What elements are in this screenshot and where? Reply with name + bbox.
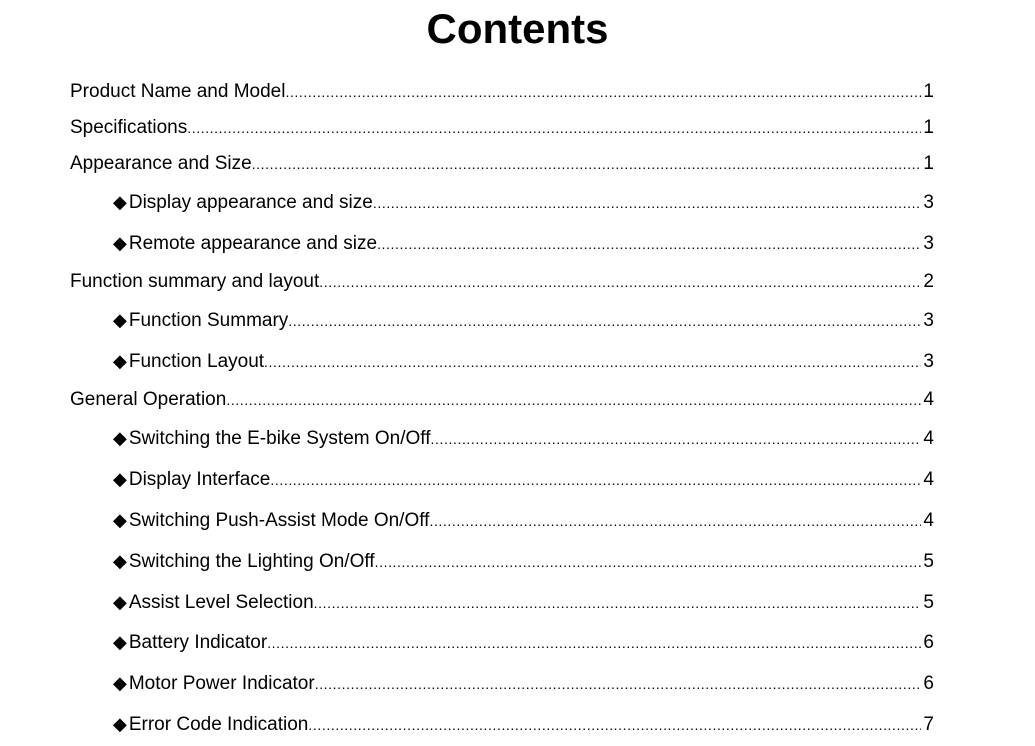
- toc-leader-dots: [264, 350, 921, 374]
- toc-subentry[interactable]: [113, 549, 934, 574]
- toc-leader-dots: [375, 550, 922, 574]
- diamond-bullet-icon: ◆: [113, 469, 127, 489]
- toc-entry-label: Display Interface: [128, 469, 271, 490]
- toc-entry-label: Specifications: [70, 117, 188, 138]
- toc-subentry[interactable]: [113, 231, 934, 256]
- toc-leader-dots: [285, 80, 921, 104]
- toc-page-number: 4: [923, 510, 934, 531]
- toc-entry-label: Function Summary: [128, 310, 289, 331]
- diamond-bullet-icon: ◆: [113, 192, 127, 212]
- toc-subentry[interactable]: [113, 308, 934, 333]
- diamond-bullet-icon: ◆: [113, 351, 127, 371]
- toc-leader-dots: [319, 270, 921, 294]
- toc-page-number: 3: [923, 310, 934, 331]
- toc-entry-label: Remote appearance and size: [128, 233, 378, 254]
- toc-leader-dots: [315, 672, 922, 696]
- toc-entry-label: Error Code Indication: [128, 714, 309, 735]
- toc-subentry[interactable]: [113, 671, 934, 696]
- toc-leader-dots: [308, 713, 921, 737]
- toc-entry-label: Function Layout: [128, 351, 265, 372]
- toc-subentry[interactable]: [113, 426, 934, 451]
- toc-entry-label: Motor Power Indicator: [128, 673, 315, 694]
- toc-page-number: 6: [923, 632, 934, 653]
- toc-entry-label: Appearance and Size: [70, 153, 252, 174]
- toc-page-number: 3: [923, 192, 934, 213]
- toc-leader-dots: [288, 309, 921, 333]
- toc-entry-label: Switching Push-Assist Mode On/Off: [128, 510, 430, 531]
- toc-entry-label: Battery Indicator: [128, 632, 268, 653]
- diamond-bullet-icon: ◆: [113, 510, 127, 530]
- toc-entry[interactable]: [70, 80, 934, 104]
- toc-entry-label: Display appearance and size: [128, 192, 373, 213]
- toc-page-number: 6: [923, 673, 934, 694]
- toc-leader-dots: [431, 427, 922, 451]
- toc-entry-label: Function summary and layout: [70, 271, 320, 292]
- diamond-bullet-icon: ◆: [113, 673, 127, 693]
- toc-subentry[interactable]: [113, 590, 934, 615]
- toc-page-number: 1: [923, 81, 934, 102]
- toc-entry-label: Assist Level Selection: [128, 592, 314, 613]
- toc-leader-dots: [226, 388, 921, 412]
- toc-subentry[interactable]: [113, 467, 934, 492]
- toc-page-number: 4: [923, 389, 934, 410]
- diamond-bullet-icon: ◆: [113, 551, 127, 571]
- toc-subentry[interactable]: [113, 190, 934, 215]
- toc-page-number: 4: [923, 428, 934, 449]
- toc-leader-dots: [187, 116, 921, 140]
- page-title: Contents: [426, 5, 609, 52]
- toc-entry[interactable]: [70, 270, 934, 294]
- diamond-bullet-icon: ◆: [113, 310, 127, 330]
- toc-leader-dots: [429, 509, 921, 533]
- diamond-bullet-icon: ◆: [113, 428, 127, 448]
- toc-subentry[interactable]: [113, 508, 934, 533]
- toc-leader-dots: [373, 191, 922, 215]
- toc-page-number: 1: [923, 117, 934, 138]
- diamond-bullet-icon: ◆: [113, 714, 127, 734]
- toc-leader-dots: [267, 631, 921, 655]
- toc-subentry[interactable]: [113, 349, 934, 374]
- toc-leader-dots: [252, 152, 922, 176]
- diamond-bullet-icon: ◆: [113, 233, 127, 253]
- toc-page-number: 5: [923, 551, 934, 572]
- toc-entry-label: Product Name and Model: [70, 81, 286, 102]
- toc-leader-dots: [314, 591, 922, 615]
- toc-entry[interactable]: [70, 388, 934, 412]
- toc-subentry[interactable]: [113, 630, 934, 655]
- toc-page-number: 2: [923, 271, 934, 292]
- toc-leader-dots: [377, 232, 921, 256]
- toc-page-number: 3: [923, 233, 934, 254]
- toc-page-number: 5: [923, 592, 934, 613]
- toc-page-number: 1: [923, 153, 934, 174]
- toc-entry-label: Switching the Lighting On/Off: [128, 551, 375, 572]
- toc-entry-label: General Operation: [70, 389, 227, 410]
- toc-entry-label: Switching the E-bike System On/Off: [128, 428, 431, 449]
- diamond-bullet-icon: ◆: [113, 592, 127, 612]
- toc-page-number: 3: [923, 351, 934, 372]
- toc-page-number: 4: [923, 469, 934, 490]
- toc-subentry[interactable]: [113, 712, 934, 737]
- toc-page-number: 7: [923, 714, 934, 735]
- toc-entry[interactable]: [70, 116, 934, 140]
- toc-entry[interactable]: [70, 152, 934, 176]
- diamond-bullet-icon: ◆: [113, 632, 127, 652]
- toc-leader-dots: [270, 468, 921, 492]
